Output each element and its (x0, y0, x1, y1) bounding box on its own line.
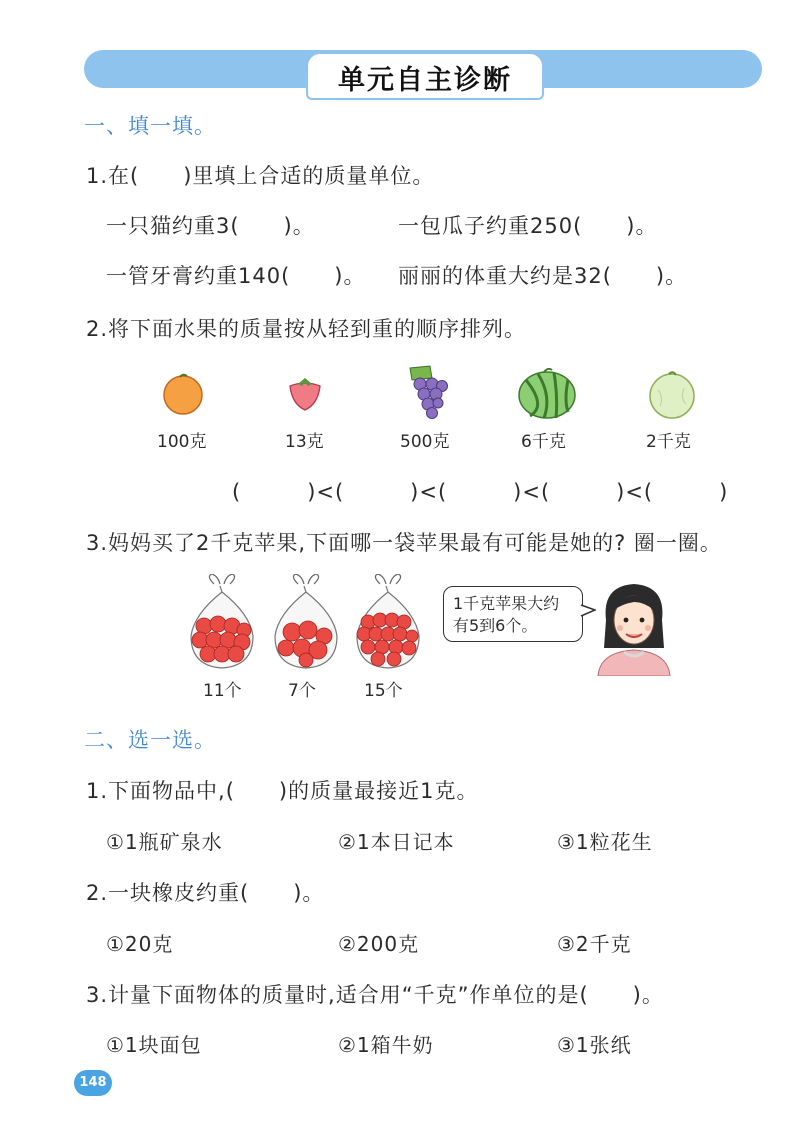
option-2-1-a[interactable]: ①1瓶矿泉水 (106, 830, 223, 854)
blank-item-seeds: 一包瓜子约重250( )。 (398, 214, 658, 238)
apple-bag-icon (272, 574, 340, 672)
question-2-3: 3.计量下面物体的质量时,适合用“千克”作单位的是( )。 (86, 983, 664, 1007)
question-1-3: 3.妈妈买了2千克苹果,下面哪一袋苹果最有可能是她的? 圈一圈。 (86, 531, 722, 555)
fruit-weight-strawberry: 13克 (285, 432, 324, 452)
question-1-2: 2.将下面水果的质量按从轻到重的顺序排列。 (86, 317, 527, 341)
section-heading-choose: 二、选一选。 (84, 728, 216, 752)
apple-bag-icon (188, 574, 256, 672)
order-blanks: ( )<( )<( )<( )<( ) (232, 480, 729, 504)
page-number-badge: 148 (74, 1070, 112, 1096)
bag-count-3: 15个 (364, 681, 403, 701)
question-1-1: 1.在( )里填上合适的质量单位。 (86, 164, 435, 188)
blank-item-toothpaste: 一管牙膏约重140( )。 (106, 264, 366, 288)
option-2-2-a[interactable]: ①20克 (106, 932, 174, 956)
page-title: 单元自主诊断 (338, 65, 512, 96)
option-2-1-c[interactable]: ③1粒花生 (557, 830, 653, 854)
apple-bag-icon (354, 574, 422, 672)
option-2-3-b[interactable]: ②1箱牛奶 (338, 1033, 434, 1057)
orange-icon (160, 370, 206, 416)
speech-line-2: 有5到6个。 (453, 616, 538, 635)
option-2-3-a[interactable]: ①1块面包 (106, 1033, 202, 1057)
question-2-2: 2.一块橡皮约重( )。 (86, 881, 325, 905)
option-2-2-b[interactable]: ②200克 (338, 932, 420, 956)
mom-avatar (594, 580, 674, 676)
blank-item-cat: 一只猫约重3( )。 (106, 214, 315, 238)
speech-bubble (443, 586, 583, 642)
fruit-weight-orange: 100克 (157, 432, 207, 452)
watermelon-icon (516, 366, 578, 420)
option-2-3-c[interactable]: ③1张纸 (557, 1033, 632, 1057)
grapes-icon (402, 362, 452, 422)
blank-item-lili-weight: 丽丽的体重大约是32( )。 (398, 264, 688, 288)
fruit-weight-grapes: 500克 (400, 432, 450, 452)
strawberry-icon (286, 376, 324, 412)
question-2-1: 1.下面物品中,( )的质量最接近1克。 (86, 779, 479, 803)
fruit-weight-melon: 2千克 (646, 432, 691, 452)
bag-count-1: 11个 (203, 681, 242, 701)
section-heading-fill: 一、填一填。 (84, 114, 216, 138)
bag-count-2: 7个 (288, 681, 316, 701)
option-2-2-c[interactable]: ③2千克 (557, 932, 632, 956)
fruit-weight-watermelon: 6千克 (521, 432, 566, 452)
option-2-1-b[interactable]: ②1本日记本 (338, 830, 455, 854)
speech-line-1: 1千克苹果大约 (453, 594, 560, 613)
melon-icon (646, 368, 698, 420)
